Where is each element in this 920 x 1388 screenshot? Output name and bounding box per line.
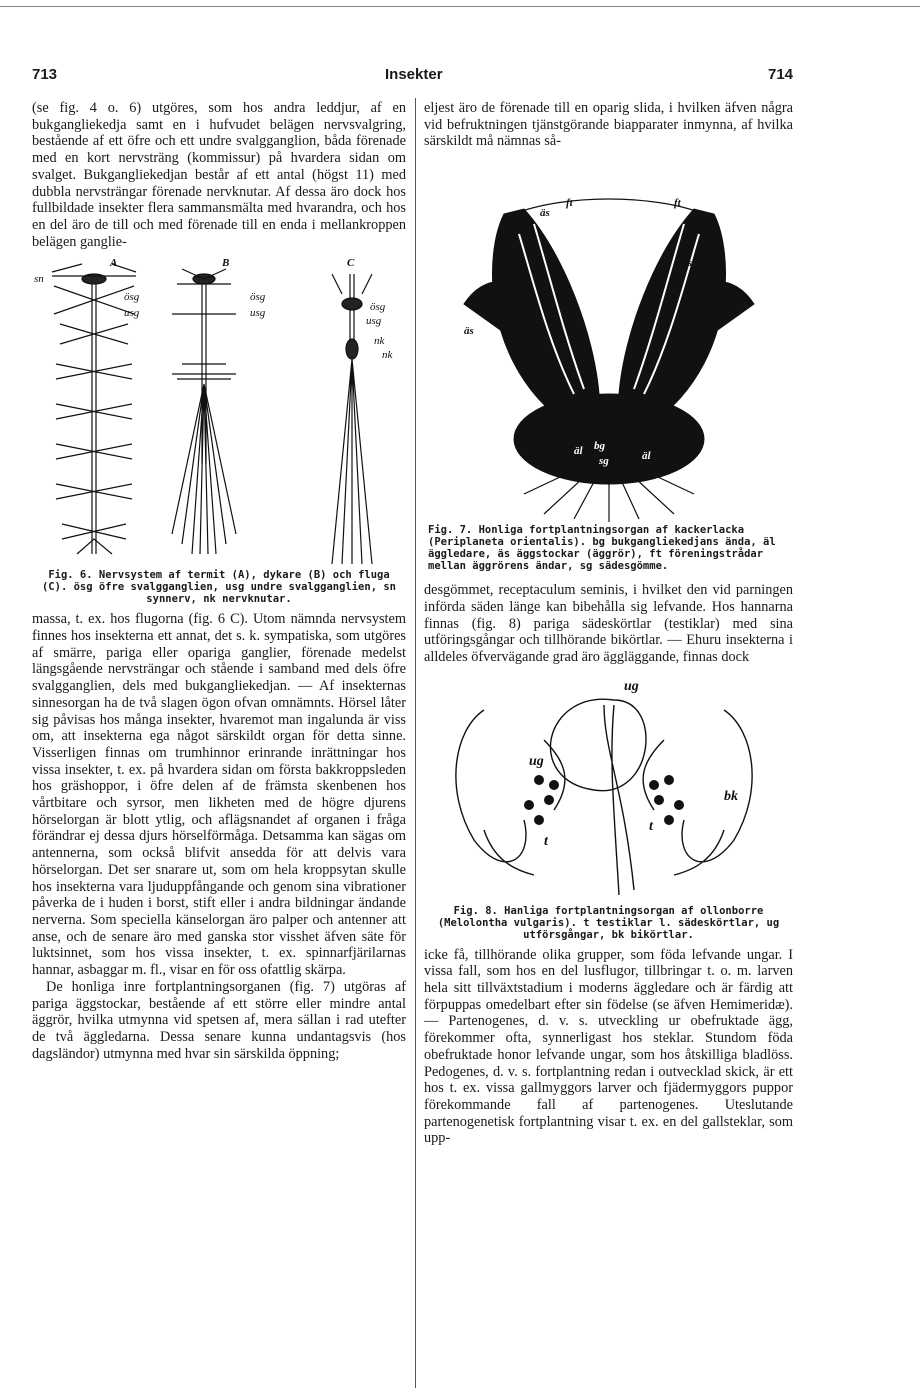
fig8-caption: Fig. 8. Hanliga fortplantningsorgan af ollonborre (Melolontha vulgaris). t testiklar l. sädeskörtlar, ug utförsgångar, bk bikörtlar. <box>437 904 780 941</box>
fig6-nervous-system-drawing <box>32 254 406 569</box>
fig7-label-as-1: äs <box>540 207 550 220</box>
fig8-label-bk: bk <box>724 788 738 804</box>
figure-8 <box>424 670 793 941</box>
fig6-label-osg-b: ösg <box>250 291 266 304</box>
fig7-label-ft-1: ft <box>566 197 573 210</box>
fig6-label-usg-a: usg <box>124 307 140 320</box>
fig8-label-t-2: t <box>544 833 548 849</box>
fig6-label-a: A <box>110 257 118 270</box>
figure-6 <box>32 254 406 605</box>
fig7-label-ft-2: ft <box>674 197 681 210</box>
right-para-3: icke få, tillhörande olika grupper, som föda lefvande ungar. I vissa fall, som hos en del lusflugor, tillbringar t. o. m. larven hela sitt tillväxtstadium i moderns äggledare och är färdig att förpuppas omedelbart efter sin födelse (se äfven Hemimeridæ). — Partenogenes, d. v. s. utveckling ur obefruktade ägg, förekommer ofta, synnerligast hos steklar. Stundom föda obefruktade honor lefvande ungar, som hos åtskilliga bladlöss. Pedogenes, d. v. s. fortplantning redan i outvecklad skick, är ett hos t. ex. vissa gallmyggors larver och fjädermyggors puppor förekommande fall af partenogenes. Uteslutande partenogenetisk fortplantning visar t. ex. en del gallsteklar, som upp- <box>424 946 793 1147</box>
fig7-label-as-4: äs <box>592 403 602 416</box>
running-title: Insekter <box>385 66 443 83</box>
fig6-label-usg-b: usg <box>250 307 266 320</box>
figure-7 <box>424 154 793 572</box>
fig6-label-nk-2: nk <box>382 349 393 362</box>
left-column <box>32 100 406 1062</box>
fig6-label-osg-a: ösg <box>124 291 140 304</box>
fig8-label-ug-2: ug <box>529 753 544 769</box>
column-divider <box>415 98 416 1388</box>
fig6-label-b: B <box>222 257 230 270</box>
right-column <box>424 100 793 1147</box>
top-rule <box>0 6 920 7</box>
fig6-label-c: C <box>347 257 355 270</box>
fig7-label-al-2: äl <box>642 450 651 463</box>
fig8-label-t-1: t <box>649 818 653 834</box>
fig6-caption: Fig. 6. Nervsystem af termit (A), dykare (B) och fluga (C). ösg öfre svalgganglien, usg undre svalgganglien, sn synnerv, nk nervknutar. <box>41 569 396 606</box>
fig7-label-al-1: äl <box>574 445 583 458</box>
page-number-right: 714 <box>768 66 794 83</box>
fig6-label-sn: sn <box>34 273 44 286</box>
right-para-1: eljest äro de förenade till en oparig slida, i hvilken äfven några vid befruktningen tjänstgörande biapparater inmynna, af hvilka särskildt må nämnas så- <box>424 100 793 150</box>
fig7-label-bg: bg <box>594 440 605 453</box>
left-para-1: (se fig. 4 o. 6) utgöres, som hos andra leddjur, af en bukgangliekedja samt en i hufvudet belägen nervsvalgring, bestående af ett öfre och ett undre svalgganglion, båda förenade med en kort nervsträng (kommissur) på hvardera sidan om svalget. Bukgangliekedjan består af ett antal (högst 11) med dubbla nervsträngar förenade nervknutar. Af dessa äro dock hos fullbildade insekter flera sammansmälta med hvarandra, och hos en del äro de till och med förenade till en enda i mellankroppen belägen ganglie- <box>32 100 406 250</box>
fig7-caption: Fig. 7. Honliga fortplantningsorgan af kackerlacka (Periplaneta orientalis). bg bukgangliekedjans ända, äl äggledare, äs äggstockar (äggrör), ft föreningstrådar mellan äggrörens ändar, sg sädesgömme. <box>428 524 776 573</box>
fig7-label-as-2: äs <box>682 257 692 270</box>
fig7-label-sg: sg <box>599 455 609 468</box>
right-para-2: desgömmet, receptaculum seminis, i hvilket den vid parningen införda säden länge kan bibehålla sig lefvande. Hos hannarna finnas (fig. 8) pariga sädeskörtlar (testiklar) med sina utföringsgångar och tillhörande bikörtlar. — Ehuru insekterna i alldeles öfvervägande grad äro äggläggande, finnas dock <box>424 582 793 665</box>
fig8-male-organs-drawing <box>424 670 793 905</box>
fig8-label-ug-1: ug <box>624 678 639 694</box>
fig7-label-as-3: äs <box>464 325 474 338</box>
left-para-2: massa, t. ex. hos flugorna (fig. 6 C). Utom nämnda nervsystem finnes hos insekterna ett annat, det s. k. sympatiska, som utgöres af smärre, pariga eller opariga ganglier, förenade medelst längsgående nervsträngar och stående i samband med dels öfre svalgganglien, dels med bukgangliekedjan. — Af insekternas sinnesorgan ha de två slagen ögon ofvan omnämnts. Hörsel låter sig påvisas hos många insekter, hvaremot man ingalunda är viss om, att insekterna ega något särskildt organ för detta sinne. Visserligen finnas om trumhinnor erinrande inrättningar hos vissa insekter, t. ex. på hvardera sidan om första bakkroppsleden hos gräshoppor, i öfre delen af de främsta skenbenen hos vårtbitare och syrsor, men likheten med de högre djurens hörselorgan är blott ytlig, och aflägsnandet af organen i fråga förändrar ej dessa djurs hörselförmåga. Detsamma kan sägas om antennerna, som också blifvit ansedda för att delvis vara hörselorgan. Det ser snarare ut, som om hela kroppsytan skulle hos insekterna vara ljuduppfångande och genom sina vibrationer påverka de i huden i borst, stift eller i andra bildningar ändande nerverna. Som speciella känselorgan äro palper och antenner att anse, och de senare äro med ganska stor visshet äfven säte för luktsinnet, som hos vissa insekter, t. ex. spinnarfjärilarnas hannar, asbaggar m. fl., visar en för oss ofattlig skärpa. <box>32 611 406 979</box>
page-number-left: 713 <box>32 66 58 83</box>
left-para-3: De honliga inre fortplantningsorganen (fig. 7) utgöras af pariga äggstockar, bestående af ett större eller mindre antal äggrör, hvilka utmynna vid spetsen af, mera sällan i rad utefter de två äggledarna. Dessa senare kunna undantagsvis (hos dagsländor) utmynna med hvar sin särskilda öppning; <box>32 978 406 1062</box>
fig6-label-nk-1: nk <box>374 335 385 348</box>
fig7-female-organs-drawing <box>424 154 793 524</box>
fig6-label-osg-c: ösg <box>370 301 386 314</box>
fig6-label-usg-c: usg <box>366 315 382 328</box>
